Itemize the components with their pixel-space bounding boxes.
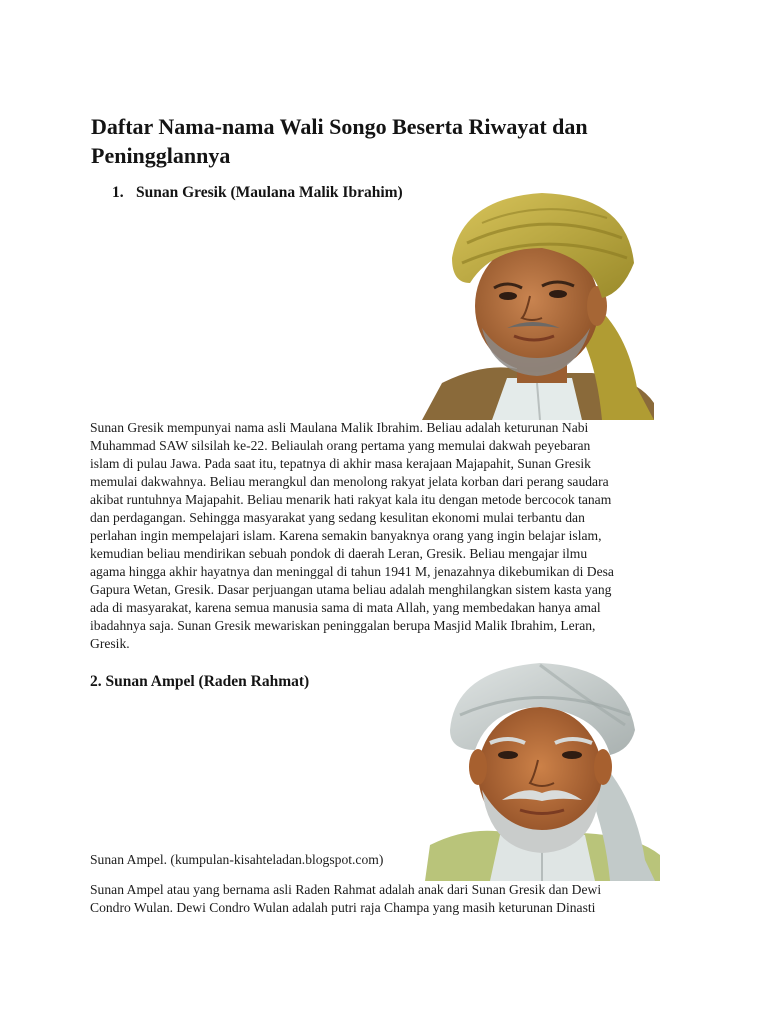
heading-text: Sunan Gresik (Maulana Malik Ibrahim) <box>136 184 403 201</box>
text-line: Muhammad SAW silsilah ke-22. Beliaulah orang pertama yang memulai dakwah peyebaran <box>90 438 591 453</box>
text-line: perlahan ingin mempelajari islam. Karena semakin banyaknya orang yang ingin belajar islam, <box>90 528 602 543</box>
text-line: Sunan Ampel atau yang bernama asli Raden Rahmat adalah anak dari Sunan Gresik dan Dewi <box>90 882 602 897</box>
image-caption-sunan-ampel: Sunan Ampel. (kumpulan-kisahteladan.blogspot.com) <box>90 852 384 867</box>
text-line: dan perdagangan. Sehingga masyarakat yang sedang kesulitan ekonomi mulai terbantu dan <box>90 510 585 525</box>
portrait-sunan-gresik-image <box>422 188 654 420</box>
text-line: kemudian beliau mendirikan sebuah pondok di daerah Leran, Gresik. Beliau mengajar ilmu <box>90 546 588 561</box>
text-line: Gresik. <box>90 636 130 651</box>
text-line: akibat runtuhnya Majapahit. Beliau menarik hati rakyat kala itu dengan metode bercocok tanam <box>90 492 612 507</box>
portrait-sunan-ampel-image <box>420 655 662 881</box>
list-number: 1. <box>112 184 124 201</box>
portrait-sunan-gresik-icon <box>422 188 654 420</box>
text-line: ibadahnya saja. Sunan Gresik mewariskan peninggalan berupa Masjid Malik Ibrahim, Leran, <box>90 618 596 633</box>
title-line-2: Peningglannya <box>91 143 231 168</box>
paragraph-sunan-gresik <box>90 419 690 653</box>
text-line: Condro Wulan. Dewi Condro Wulan adalah putri raja Champa yang masih keturunan Dinasti <box>90 900 596 915</box>
paragraph-sunan-ampel <box>90 881 690 917</box>
text-line: ada di masyarakat, karena semua manusia sama di mata Allah, yang membedakan hanya amal <box>90 600 601 615</box>
text-line: memulai dakwahnya. Beliau merangkul dan menolong rakyat jelata korban dari perang saudara <box>90 474 609 489</box>
text-line: islam di pulau Jawa. Pada saat itu, tepatnya di akhir masa kerajaan Majapahit, Sunan Gresik <box>90 456 591 471</box>
title-line-1: Daftar Nama-nama Wali Songo Beserta Riwayat dan <box>91 114 588 139</box>
text-line: Sunan Gresik mempunyai nama asli Maulana Malik Ibrahim. Beliau adalah keturunan Nabi <box>90 420 589 435</box>
page-title <box>91 112 671 170</box>
list-number: 2. <box>90 673 102 690</box>
text-line: agama hingga akhir hayatnya dan meninggal di tahun 1941 M, jenazahnya dikebumikan di Desa <box>90 564 614 579</box>
heading-text: Sunan Ampel (Raden Rahmat) <box>105 673 310 690</box>
text-line: Gapura Wetan, Gresik. Dasar perjuangan utama beliau adalah menghilangkan sistem kasta yang <box>90 582 612 597</box>
portrait-sunan-ampel-icon <box>420 655 662 881</box>
section-heading-sunan-gresik <box>112 184 403 202</box>
section-heading-sunan-ampel <box>90 673 309 691</box>
